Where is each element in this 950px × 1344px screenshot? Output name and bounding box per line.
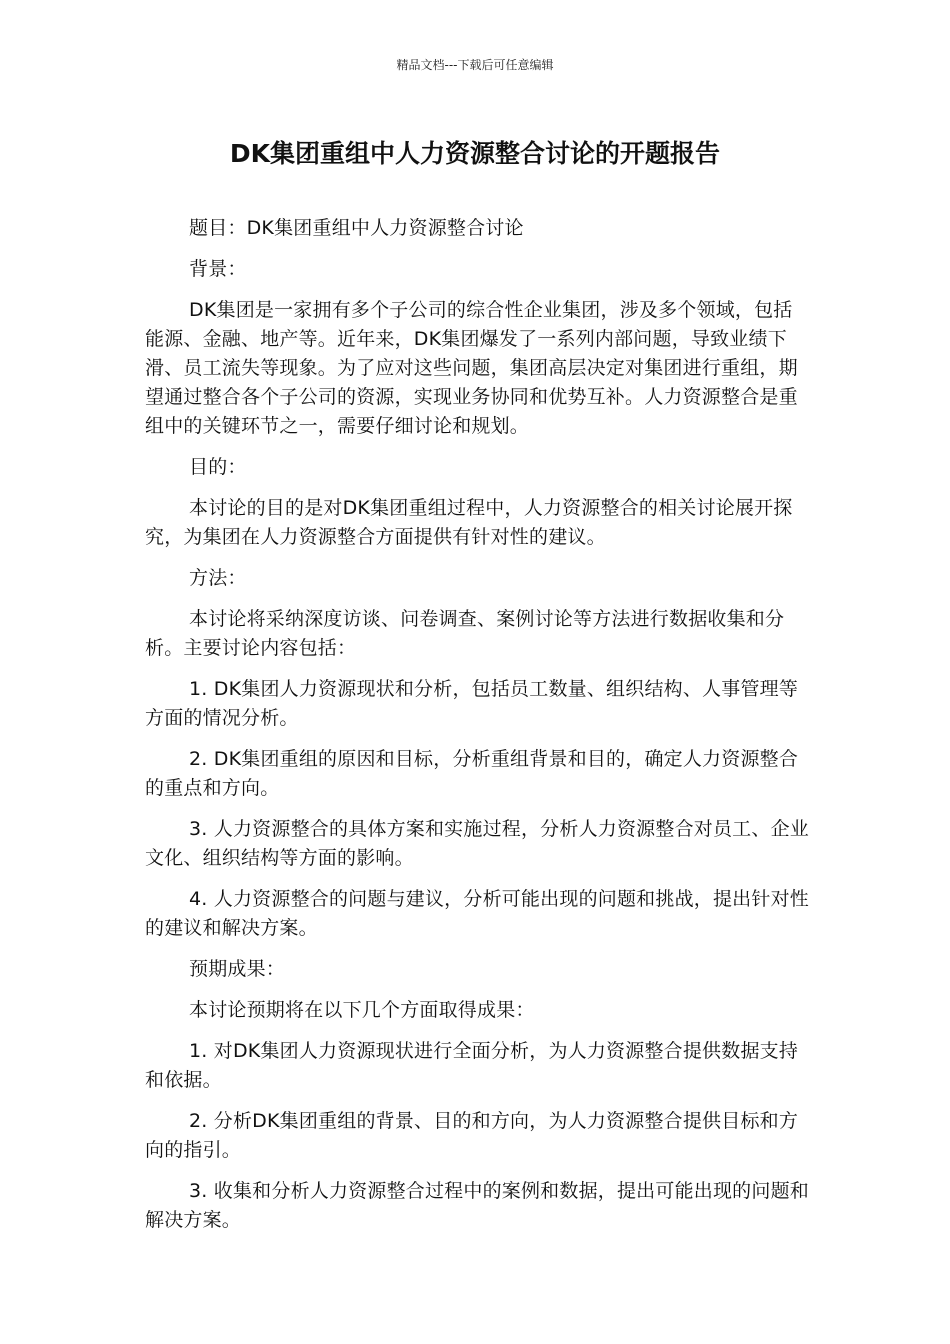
method-item: 3. 人力资源整合的具体方案和实施过程，分析人力资源整合对员工、企业文化、组织结构等方面的影响。 xyxy=(145,818,809,869)
document-body xyxy=(145,214,810,1247)
purpose-paragraph: 本讨论的目的是对DK集团重组过程中，人力资源整合的相关讨论展开探究，为集团在人力资源整合方面提供有针对性的建议。 xyxy=(145,497,793,548)
method-item: 4. 人力资源整合的问题与建议，分析可能出现的问题和挑战，提出针对性的建议和解决方案。 xyxy=(145,888,809,939)
outcome-item: 3. 收集和分析人力资源整合过程中的案例和数据，提出可能出现的问题和解决方案。 xyxy=(145,1180,809,1231)
topic-line: 题目：DK集团重组中人力资源整合讨论 xyxy=(189,217,524,239)
method-paragraph: 本讨论将采纳深度访谈、问卷调查、案例讨论等方法进行数据收集和分析。主要讨论内容包括： xyxy=(145,608,785,659)
outcome-intro: 本讨论预期将在以下几个方面取得成果： xyxy=(189,999,535,1021)
background-paragraph: DK集团是一家拥有多个子公司的综合性企业集团，涉及多个领域，包括能源、金融、地产等。近年来，DK集团爆发了一系列内部问题，导致业绩下滑、员工流失等现象。为了应对这些问题，集团高层决定对集团进行重组，期望通过整合各个子公司的资源，实现业务协同和优势互补。人力资源整合是重组中的关键环节之一，需要仔细讨论和规划。 xyxy=(145,299,798,437)
background-label: 背景： xyxy=(189,258,247,280)
header-note: 精品文档---下载后可任意编辑 xyxy=(396,58,554,72)
document-title: DK集团重组中人力资源整合讨论的开题报告 xyxy=(229,139,721,168)
method-item: 1. DK集团人力资源现状和分析，包括员工数量、组织结构、人事管理等方面的情况分析。 xyxy=(145,678,799,729)
outcome-item: 1. 对DK集团人力资源现状进行全面分析，为人力资源整合提供数据支持和依据。 xyxy=(145,1040,799,1091)
method-label: 方法： xyxy=(189,567,247,589)
outcome-item: 2. 分析DK集团重组的背景、目的和方向，为人力资源整合提供目标和方向的指引。 xyxy=(145,1110,799,1161)
method-item: 2. DK集团重组的原因和目标，分析重组背景和目的，确定人力资源整合的重点和方向。 xyxy=(145,748,799,799)
purpose-label: 目的： xyxy=(189,456,247,478)
outcome-label: 预期成果： xyxy=(189,958,286,980)
